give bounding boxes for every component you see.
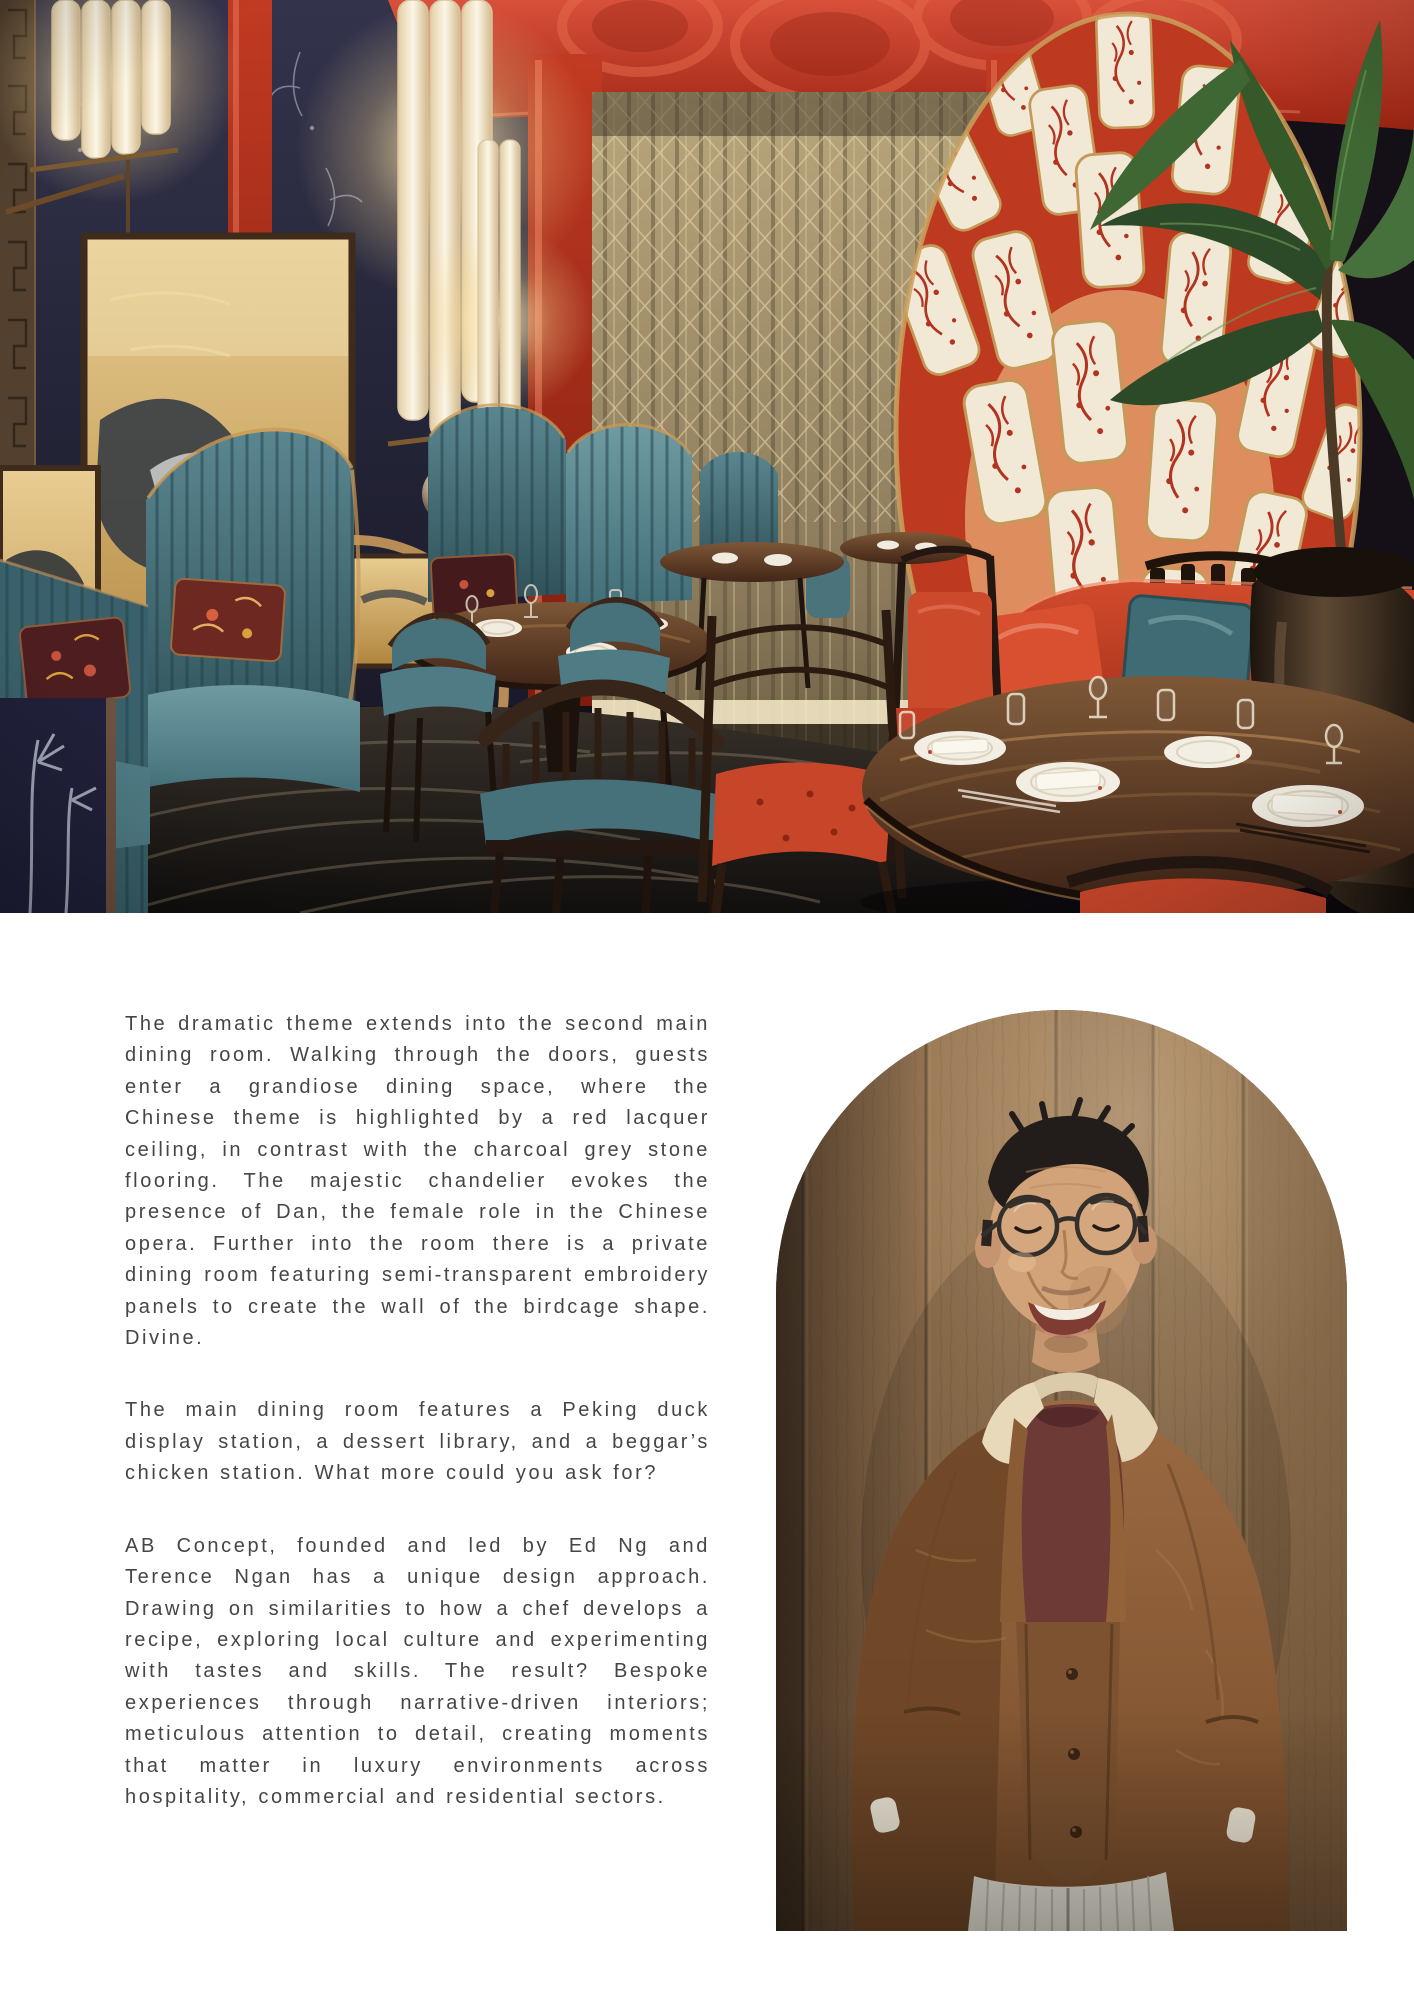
portrait-bottom-shadow [776,1710,1347,1931]
portrait-photo [776,1010,1347,1931]
paragraph-ab-concept: AB Concept, founded and led by Ed Ng and Terence Ngan has a unique design approach. Drawing on similarities to how a chef develops a recipe, exploring local culture and experimenting with tastes and skills. The result? Bespoke experiences through narrative-driven interiors; meticulous attention to detail, creating moments that matter in luxury environments across hospitality, commercial and residential sectors. [125,1534,710,1808]
article-text-column [125,1009,710,1854]
hero-photo [0,0,1414,913]
photo-vignette [0,0,1414,913]
paragraph-stations: The main dining room features a Peking duck display station, a dessert library, and a beggar’s chicken station. What more could you ask for? [125,1399,710,1485]
paragraph-dining-room: The dramatic theme extends into the second main dining room. Walking through the doors, guests enter a grandiose dining space, where the Chinese theme is highlighted by a red lacquer ceiling, in contrast with the charcoal grey stone flooring. The majestic chandelier evokes the presence of Dan, the female role in the Chinese opera. Further into the room there is a private dining room featuring semi-transparent embroidery panels to create the wall of the birdcage shape. Divine. [125,1013,710,1350]
